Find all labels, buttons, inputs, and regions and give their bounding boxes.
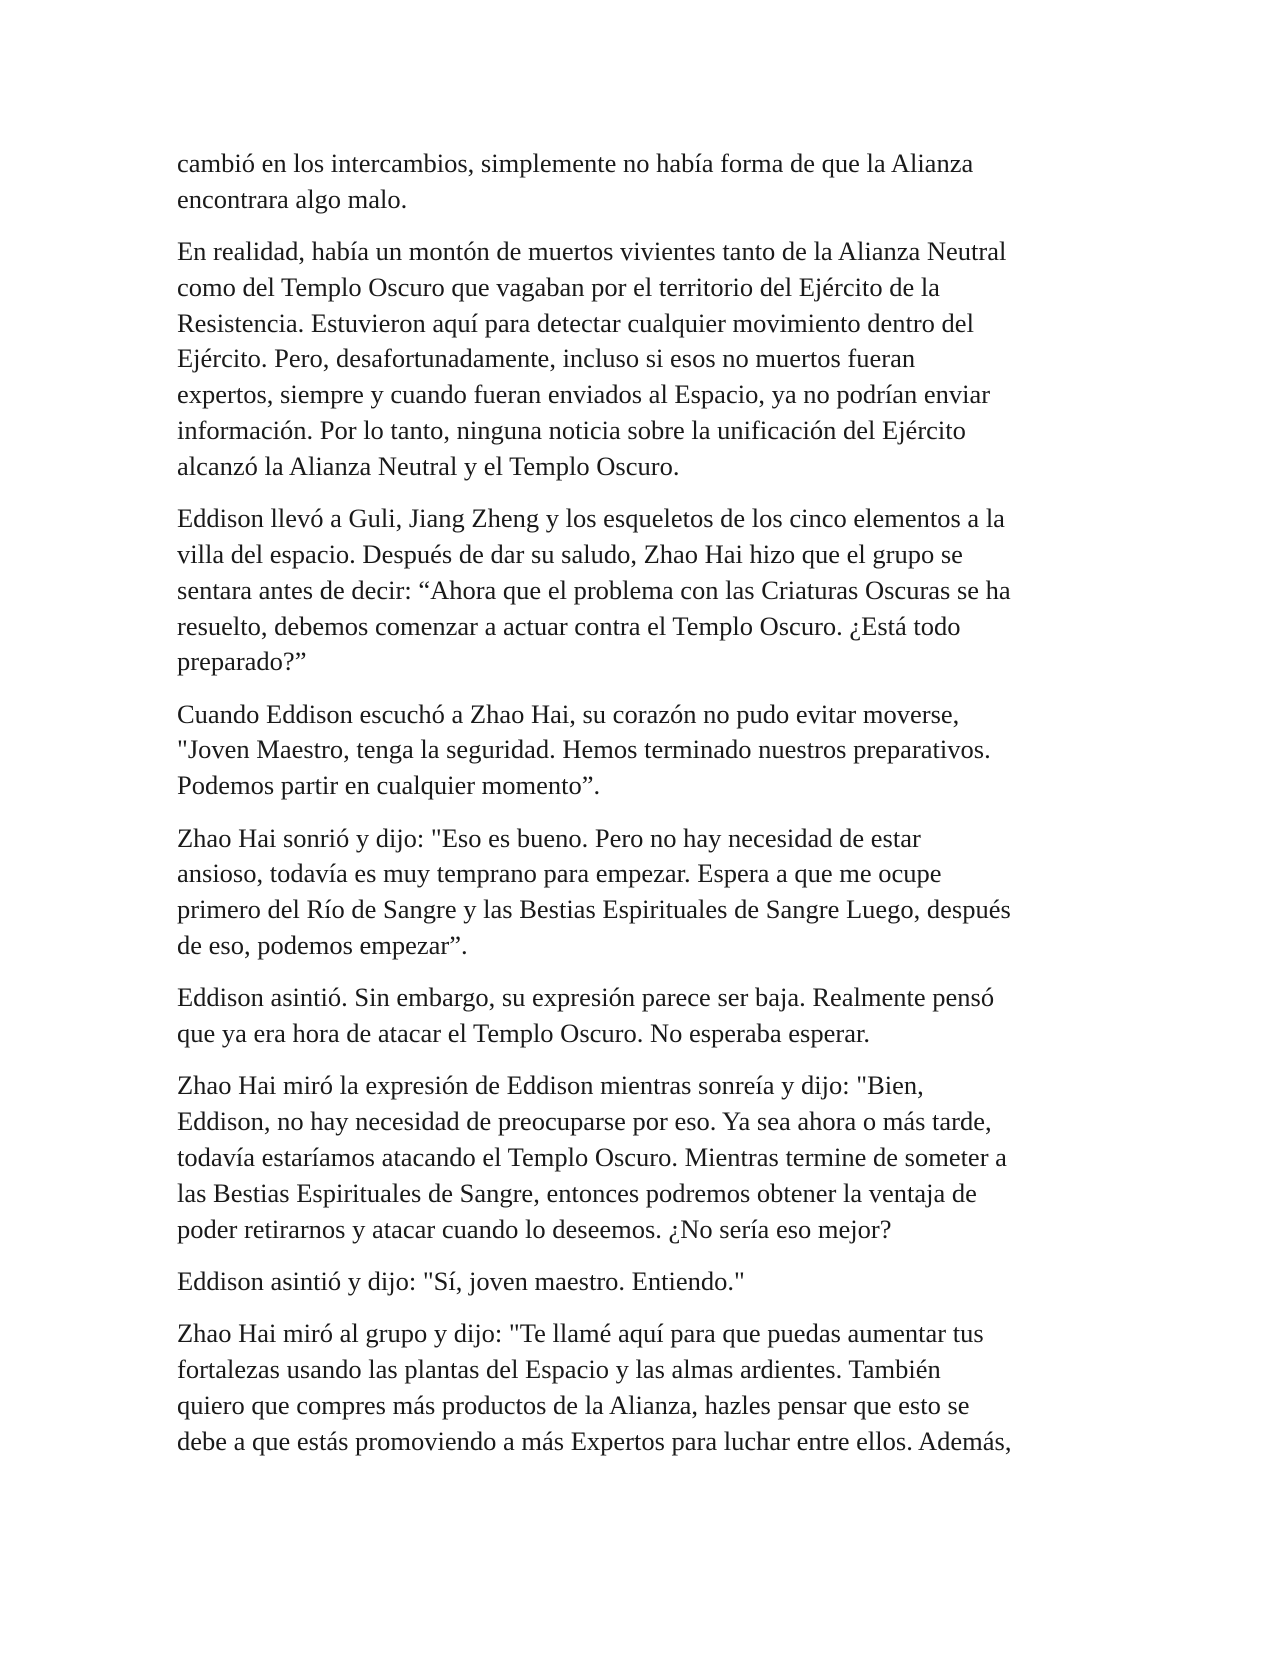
text-line: de eso, podemos empezar”. [177,929,468,960]
text-line: preparado?” [177,646,307,677]
text-line: ansioso, todavía es muy temprano para empezar. Espera a que me ocupe [177,858,942,889]
paragraph-2 [177,234,1109,485]
document-body [177,146,1109,1476]
text-line: Ejército. Pero, desafortunadamente, incluso si esos no muertos fueran [177,343,916,374]
text-line: expertos, siempre y cuando fueran enviados al Espacio, ya no podrían enviar [177,379,991,410]
paragraph-1 [177,146,1109,218]
text-line: quiero que compres más productos de la Alianza, hazles pensar que esto se [177,1389,970,1420]
paragraph-7 [177,1068,1109,1247]
text-line: "Joven Maestro, tenga la seguridad. Hemos terminado nuestros preparativos. [177,734,991,765]
text-line: que ya era hora de atacar el Templo Oscuro. No esperaba esperar. [177,1018,870,1049]
text-line: fortalezas usando las plantas del Espacio y las almas ardientes. También [177,1353,941,1384]
text-line: Resistencia. Estuvieron aquí para detectar cualquier movimiento dentro del [177,307,974,338]
text-line: En realidad, había un montón de muertos vivientes tanto de la Alianza Neutral [177,236,1007,267]
text-line: Zhao Hai miró al grupo y dijo: "Te llamé aquí para que puedas aumentar tus [177,1318,984,1349]
text-line: sentara antes de decir: “Ahora que el problema con las Criaturas Oscuras se ha [177,574,1011,605]
paragraph-6 [177,980,1109,1052]
text-line: alcanzó la Alianza Neutral y el Templo Oscuro. [177,450,680,481]
text-line: las Bestias Espirituales de Sangre, entonces podremos obtener la ventaja de [177,1177,977,1208]
text-line: Eddison, no hay necesidad de preocuparse por eso. Ya sea ahora o más tarde, [177,1106,992,1137]
text-line: primero del Río de Sangre y las Bestias Espirituales de Sangre Luego, después [177,894,1011,925]
paragraph-4 [177,697,1109,804]
text-line: resuelto, debemos comenzar a actuar contra el Templo Oscuro. ¿Está todo [177,610,961,641]
text-line: Podemos partir en cualquier momento”. [177,770,601,801]
text-line: Eddison llevó a Guli, Jiang Zheng y los esqueletos de los cinco elementos a la [177,503,1005,534]
text-line: como del Templo Oscuro que vagaban por el territorio del Ejército de la [177,271,940,302]
text-line: debe a que estás promoviendo a más Expertos para luchar entre ellos. Además, [177,1425,1012,1456]
text-line: villa del espacio. Después de dar su saludo, Zhao Hai hizo que el grupo se [177,538,963,569]
paragraph-9 [177,1316,1109,1459]
text-line: Eddison asintió y dijo: "Sí, joven maestro. Entiendo." [177,1265,745,1296]
paragraph-5 [177,821,1109,964]
text-line: Eddison asintió. Sin embargo, su expresión parece ser baja. Realmente pensó [177,982,995,1013]
paragraph-3 [177,501,1109,680]
text-line: Zhao Hai sonrió y dijo: "Eso es bueno. Pero no hay necesidad de estar [177,822,921,853]
paragraph-8 [177,1264,1109,1300]
text-line: todavía estaríamos atacando el Templo Oscuro. Mientras termine de someter a [177,1141,1007,1172]
text-line: Cuando Eddison escuchó a Zhao Hai, su corazón no pudo evitar moverse, [177,698,960,729]
text-line: cambió en los intercambios, simplemente no había forma de que la Alianza [177,148,974,178]
text-line: información. Por lo tanto, ninguna noticia sobre la unificación del Ejército [177,415,966,446]
text-line: Zhao Hai miró la expresión de Eddison mientras sonreía y dijo: "Bien, [177,1070,924,1101]
text-line: encontrara algo malo. [177,183,408,214]
text-line: poder retirarnos y atacar cuando lo deseemos. ¿No sería eso mejor? [177,1213,892,1244]
